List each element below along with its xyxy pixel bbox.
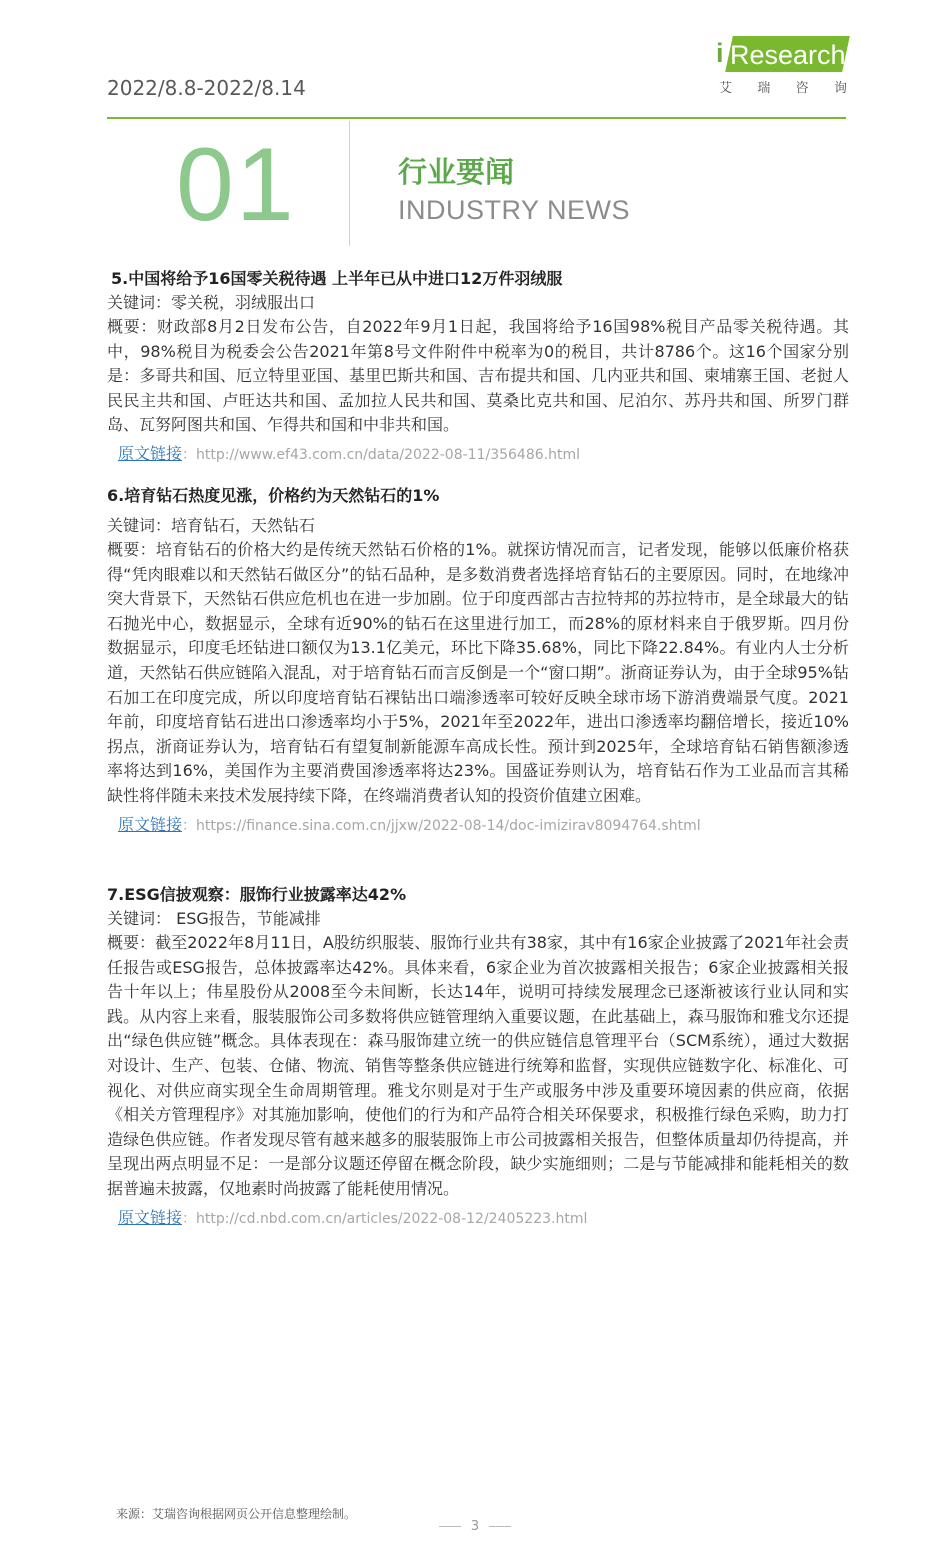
source-url[interactable]: ：http://www.ef43.com.cn/data/2022-08-11/356486.html	[182, 446, 580, 463]
news-link	[107, 442, 849, 467]
source-link[interactable]: 原文链接	[118, 1207, 183, 1227]
news-item	[107, 883, 849, 1231]
section-number: 01	[176, 127, 296, 243]
news-summary: 概要：培育钻石的价格大约是传统天然钻石价格的1%。就探访情况而言，记者发现，能够以低廉价格获得“凭肉眼难以和天然钻石做区分”的钻石品种，是多数消费者选择培育钻石的主要原因。同时，在地缘冲突大背景下，天然钻石供应危机也在进一步加剧。位于印度西部古吉拉特邦的苏拉特市，是全球最大的钻石抛光中心，数据显示，全球有近90%的钻石在这里进行加工，而28%的原材料来自于俄罗斯。四月份数据显示，印度毛坯钻进口额仅为13.1亿美元，环比下降35.68%，同比下降22.84%。有业内人士分析道，天然钻石供应链陷入混乱，对于培育钻石而言反倒是一个“窗口期”。浙商证券认为，由于全球95%钻石加工在印度完成，所以印度培育钻石裸钻出口端渗透率可较好反映全球市场下游消费端景气度。2021年前，印度培育钻石进出口渗透率均小于5%，2021年至2022年，进出口渗透率均翻倍增长，接近10%拐点，浙商证券认为，培育钻石有望复制新能源车高成长性。预计到2025年，全球培育钻石销售额渗透率将达到16%，美国作为主要消费国渗透率将达23%。国盛证券则认为，培育钻石作为工业品而言其稀缺性将伴随未来技术发展持续下降，在终端消费者认知的投资价值建立困难。	[107, 540, 849, 805]
news-title: 7.ESG信披观察：服饰行业披露率达42%	[107, 885, 407, 904]
source-url[interactable]: ：http://cd.nbd.com.cn/articles/2022-08-12/2405223.html	[182, 1210, 588, 1227]
source-note: 来源：艾瑞咨询根据网页公开信息整理绘制。	[116, 1507, 357, 1521]
page-dash	[489, 1526, 511, 1527]
logo-char: 咨	[795, 81, 809, 96]
iresearch-logo	[716, 33, 848, 99]
page-number-text: 3	[470, 1519, 480, 1534]
news-title: 6.培育钻石热度见涨，价格约为天然钻石的1%	[107, 486, 440, 505]
source-url[interactable]: ：https://finance.sina.com.cn/jjxw/2022-08-14/doc-imizirav8094764.shtml	[182, 817, 701, 834]
logo-chinese	[719, 77, 847, 96]
source-link[interactable]: 原文链接	[118, 814, 183, 834]
page-number	[425, 1519, 525, 1534]
logo-char: 瑞	[757, 81, 771, 96]
news-keywords: 关键词：零关税，羽绒服出口	[107, 293, 316, 312]
news-title: 5.中国将给予16国零关税待遇 上半年已从中进口12万件羽绒服	[111, 269, 563, 288]
news-link	[107, 813, 849, 838]
news-keywords: 关键词： ESG报告，节能减排	[107, 909, 321, 928]
section-divider	[349, 121, 350, 246]
header-divider	[107, 117, 846, 119]
news-keywords: 关键词：培育钻石，天然钻石	[107, 516, 316, 535]
section-title-cn: 行业要闻	[398, 155, 515, 189]
page-dash	[439, 1526, 461, 1527]
section-title-en: INDUSTRY NEWS	[398, 195, 631, 225]
logo-i: i	[716, 38, 724, 68]
logo-char: 询	[833, 81, 847, 96]
logo-char: 艾	[719, 81, 733, 96]
news-link	[107, 1206, 849, 1231]
news-summary: 概要：截至2022年8月11日，A股纺织服装、服饰行业共有38家，其中有16家企业披露了2021年社会责任报告或ESG报告，总体披露率达42%。具体来看，6家企业为首次披露相关报告；6家企业披露相关报告十年以上；伟星股份从2008至今未间断，长达14年，说明可持续发展理念已逐渐被该行业认同和实践。从内容上来看，服装服饰公司多数将供应链管理纳入重要议题，在此基础上，森马服饰和雅戈尔还提出“绿色供应链”概念。具体表现在：森马服饰建立统一的供应链信息管理平台（SCM系统），通过大数据对设计、生产、包装、仓储、物流、销售等整条供应链进行统筹和监督，实现供应链数字化、标准化、可视化、对供应商实现全生命周期管理。雅戈尔则是对于生产或服务中涉及重要环境因素的供应商，依据《相关方管理程序》对其施加影响，使他们的行为和产品符合相关环保要求，积极推行绿色采购，助力打造绿色供应链。作者发现尽管有越来越多的服装服饰上市公司披露相关报告，但整体质量却仍待提高，并呈现出两点明显不足：一是部分议题还停留在概念阶段，缺少实施细则；二是与节能减排和能耗相关的数据普遍未披露，仅地素时尚披露了能耗使用情况。	[107, 933, 849, 1198]
source-link[interactable]: 原文链接	[118, 443, 183, 463]
date-range: 2022/8.8-2022/8.14	[107, 76, 306, 100]
news-item	[107, 484, 849, 838]
news-item	[107, 267, 849, 467]
logo-research: Research	[730, 40, 846, 70]
news-summary: 概要：财政部8月2日发布公告，自2022年9月1日起，我国将给予16国98%税目产品零关税待遇。其中，98%税目为税委会公告2021年第8号文件附件中税率为0的税目，共计8786个。这16个国家分别是：多哥共和国、厄立特里亚国、基里巴斯共和国、吉布提共和国、几内亚共和国、柬埔寨王国、老挝人民民主共和国、卢旺达共和国、孟加拉人民共和国、莫桑比克共和国、尼泊尔、苏丹共和国、所罗门群岛、瓦努阿图共和国、乍得共和国和中非共和国。	[107, 317, 849, 435]
